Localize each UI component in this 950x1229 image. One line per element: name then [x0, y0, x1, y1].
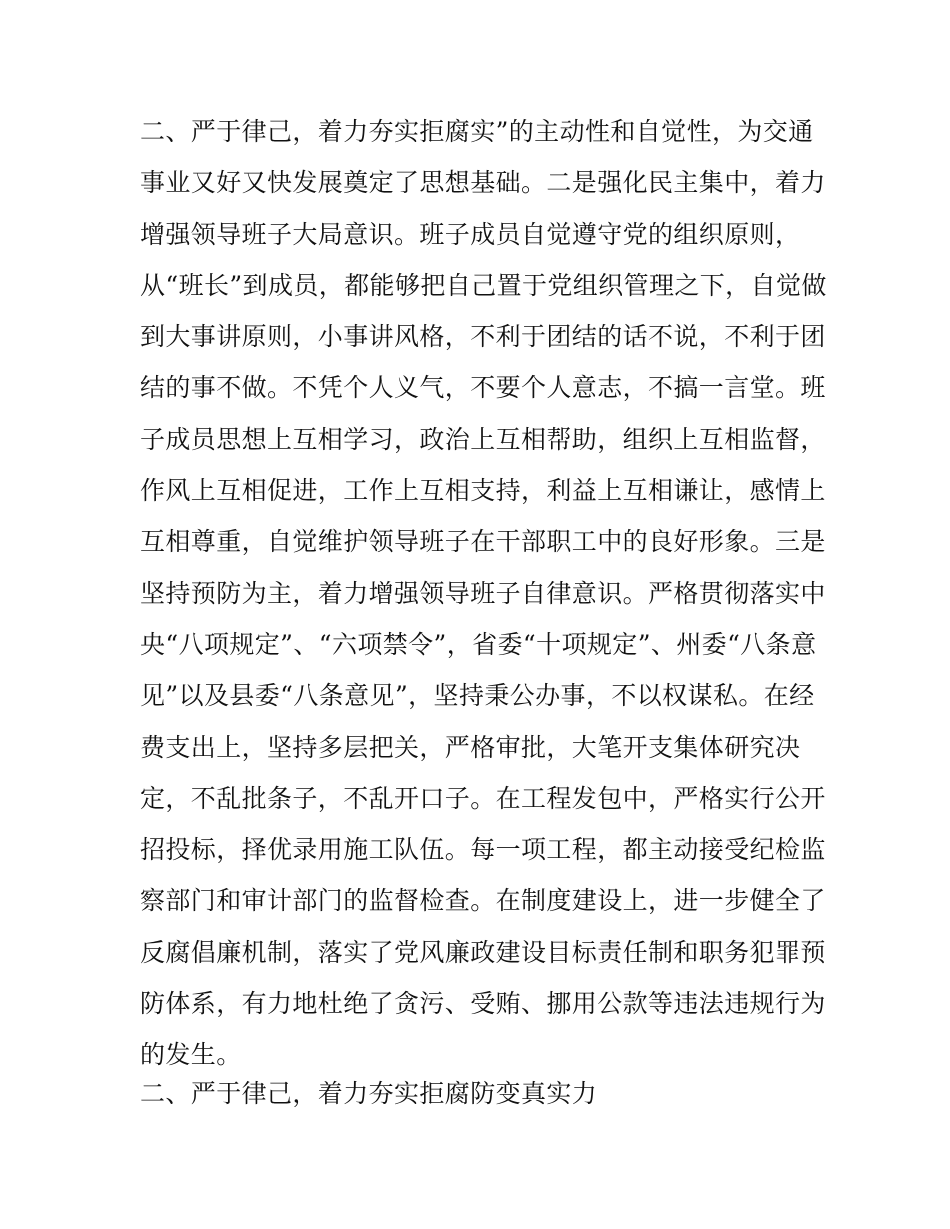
paragraph-line: 见”以及县委“八条意见”，坚持秉公办事，不以权谋私。在经 — [140, 681, 815, 711]
paragraph-line: 察部门和审计部门的监督检查。在制度建设上，进一步健全了 — [140, 886, 826, 916]
paragraph-line: 央“八项规定”、“六项禁令”，省委“十项规定”、州委“八条意 — [140, 629, 817, 659]
paragraph-line: 从“班长”到成员，都能够把自己置于党组织管理之下，自觉做 — [140, 270, 827, 300]
paragraph-line: 互相尊重，自觉维护领导班子在干部职工中的良好形象。三是 — [140, 527, 826, 557]
body-paragraph — [140, 106, 827, 1081]
section-heading: 二、严于律己，着力夯实拒腐防变真实力 — [140, 1079, 598, 1108]
paragraph-line: 事业又好又快发展奠定了思想基础。二是强化民主集中，着力 — [140, 168, 826, 198]
paragraph-line: 的发生。 — [140, 1040, 242, 1070]
paragraph-line: 作风上互相促进，工作上互相支持，利益上互相谦让，感情上 — [140, 476, 826, 506]
paragraph-line: 二、严于律己，着力夯实拒腐实”的主动性和自觉性，为交通 — [140, 117, 814, 146]
paragraph-line: 结的事不做。不凭个人义气，不要个人意志，不搞一言堂。班 — [140, 373, 826, 403]
paragraph-line: 子成员思想上互相学习，政治上互相帮助，组织上互相监督， — [140, 424, 826, 454]
paragraph-line: 防体系，有力地杜绝了贪污、受贿、挪用公款等违法违规行为 — [140, 989, 826, 1019]
paragraph-line: 定，不乱批条子，不乱开口子。在工程发包中，严格实行公开 — [140, 783, 826, 813]
paragraph-line: 坚持预防为主，着力增强领导班子自律意识。严格贯彻落实中 — [140, 578, 826, 608]
paragraph-line: 到大事讲原则，小事讲风格，不利于团结的话不说，不利于团 — [140, 322, 826, 352]
paragraph-line: 增强领导班子大局意识。班子成员自觉遵守党的组织原则， — [140, 219, 801, 249]
paragraph-line: 费支出上，坚持多层把关，严格审批，大笔开支集体研究决 — [140, 732, 801, 762]
paragraph-line: 反腐倡廉机制，落实了党风廉政建设目标责任制和职务犯罪预 — [140, 937, 826, 967]
paragraph-line: 招投标，择优录用施工队伍。每一项工程，都主动接受纪检监 — [140, 835, 826, 865]
